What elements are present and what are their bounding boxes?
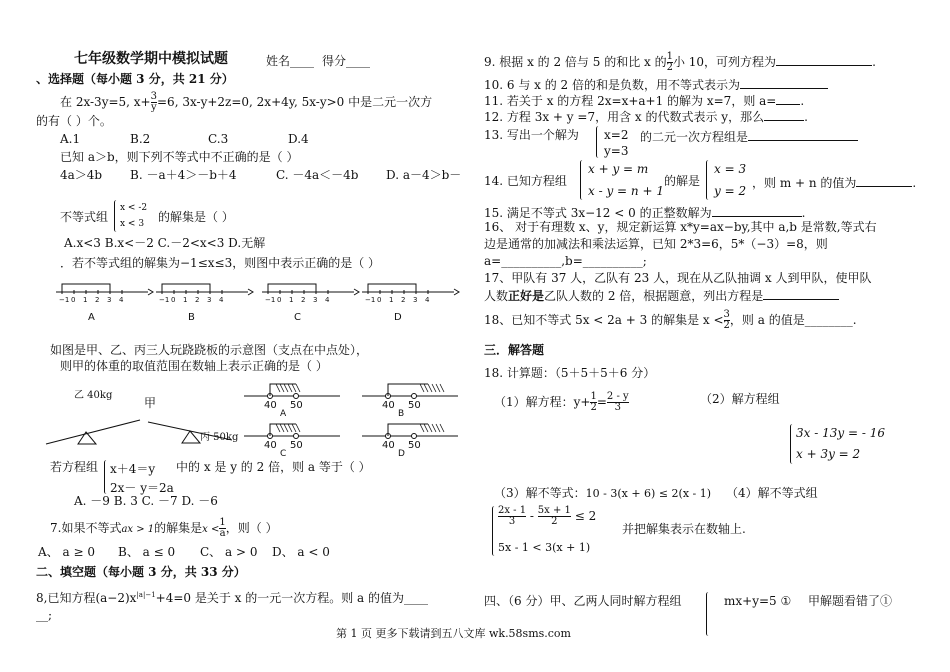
q5-line1: 如图是甲、乙、丙三人玩跷跷板的示意图（支点在中点处），	[50, 343, 369, 357]
q5-option-label-A: A	[280, 409, 287, 419]
q5-hatch-D-5	[440, 424, 444, 432]
q13-stem-a: 13. 写出一个解为	[484, 128, 579, 142]
q5-tick-40-C: 40	[264, 440, 277, 451]
q5-hatch-D-0	[420, 424, 424, 432]
q4-option-label-C: C	[294, 312, 301, 323]
q5-option-label-C: C	[280, 449, 287, 459]
q3-system-row2: x < 3	[120, 219, 145, 229]
q8-line1: 8,已知方程$(a-2)x^{|a|-1}+4=0$ 是关于 x 的一元一次方程。则 a 的值为____	[36, 591, 429, 605]
q5-hatch-C-4	[292, 424, 296, 432]
q7-option-c: C、 a > 0	[200, 545, 258, 559]
q4-tick-label-A-3: 2	[95, 296, 100, 304]
q4-tick-label-C-0: −1	[265, 296, 276, 304]
q17-line1: 17、甲队有 37 人，乙队有 23 人，现在从乙队抽调 x 人到甲队，使甲队	[484, 271, 872, 285]
q6-brace	[104, 460, 109, 494]
q2-option-a: 4a＞4b	[60, 168, 103, 182]
q5-hatch-B-4	[436, 384, 440, 392]
q5-hatch-C-0	[276, 424, 280, 432]
q7-option-b: B、 a ≤ 0	[118, 545, 176, 559]
q4-tick-label-A-0: −1	[59, 296, 70, 304]
page-title: 七年级数学期中模拟试题	[74, 51, 228, 67]
q5-tick-50-C: 50	[290, 440, 303, 451]
q5-hatch-A-0	[276, 384, 280, 392]
q14-brace	[580, 160, 585, 200]
q4-tick-label-A-4: 3	[107, 296, 112, 304]
part4-brace	[706, 592, 711, 636]
q13-stem-b: 的二元一次方程组是	[640, 128, 858, 145]
q5-hatch-A-5	[296, 384, 300, 392]
q6-stem-a: 若方程组	[50, 460, 99, 474]
q13-system-row1: x=2	[604, 128, 629, 142]
q4-tick-label-C-3: 2	[301, 296, 306, 304]
q17-line2: 人数正好是乙队人数的 2 倍，根据题意，列出方程是	[484, 287, 839, 304]
q18-fill: 18、已知不等式 5x < 2a + 3 的解集是 x < $\frac{3}{2}$ ，则 a 的值是________.	[484, 309, 857, 331]
q5-tick-50-B: 50	[408, 400, 421, 411]
q4-tick-label-D-5: 4	[425, 296, 430, 304]
q4-option-label-A: A	[88, 312, 95, 323]
q10: 10. 6 与 x 的 2 倍的和是负数，用不等式表示为	[484, 76, 828, 93]
q5-tick-40-A: 40	[264, 400, 277, 411]
q5-hatch-D-4	[436, 424, 440, 432]
q4-tick-label-A-1: 0	[71, 296, 76, 304]
q5-hatch-C-3	[288, 424, 292, 432]
q16-line3: a=__________,b=__________;	[484, 254, 647, 268]
q5-range-B	[388, 384, 428, 396]
q4-tick-label-C-5: 4	[325, 296, 330, 304]
q2-option-c: C. －4a＜－4b	[276, 168, 359, 182]
q6-stem-b: 中的 x 是 y 的 2 倍，则 a 等于（ ）	[176, 460, 371, 474]
calc-heading: 18. 计算题：（5＋5＋5＋6 分）	[484, 366, 656, 380]
q4-tick-label-D-3: 2	[401, 296, 406, 304]
part4-stem-a: 四、（6 分）甲、乙两人同时解方程组	[484, 594, 682, 608]
q4-tick-label-B-0: −1	[159, 296, 170, 304]
section-fill-heading: 二、填空题（每小题 3 分，共 33 分）	[36, 565, 246, 579]
problem4-tail: 并把解集表示在数轴上.	[622, 522, 746, 536]
q14-solution-row2: y = 2	[714, 184, 747, 198]
q4-tick-label-D-2: 1	[389, 296, 394, 304]
q14-stem-a: 14. 已知方程组	[484, 174, 567, 188]
q3-options: A.x<3 B.x<－2 C.－2<x<3 D.无解	[64, 236, 266, 250]
q5-tick-40-D: 40	[382, 440, 395, 451]
problem2-row1: 3x - 13y = - 16	[796, 426, 885, 440]
q2-stem: 已知 a＞b，则下列不等式中不正确的是（ ）	[60, 150, 299, 164]
problem4-brace	[492, 506, 497, 556]
q3-system-row1: x < -2	[120, 203, 148, 213]
q1-option-a: A.1	[60, 132, 81, 146]
q3-stem-b: 的解集是（ ）	[158, 210, 234, 224]
problem1: （1）解方程：y+ $\frac{1}{2}$ = $\frac{2 - y}{3}$	[494, 391, 629, 413]
seesaw-label-yi: 乙 40kg	[74, 390, 113, 401]
q15: 15. 满足不等式 3x−12 < 0 的正整数解为 .	[484, 206, 806, 220]
q5-option-label-D: D	[398, 449, 405, 459]
q5-point-50-A	[294, 394, 299, 399]
q4-option-label-B: B	[188, 312, 195, 323]
q5-hatch-D-3	[432, 424, 436, 432]
q13-brace	[596, 126, 601, 158]
q5-option-label-B: B	[398, 409, 405, 419]
q5-point-50-B	[412, 394, 417, 399]
q7-option-d: D、 a < 0	[272, 545, 330, 559]
q5-tick-50-A: 50	[290, 400, 303, 411]
q5-point-50-D	[412, 434, 417, 439]
problem2-label: （2）解方程组	[700, 392, 780, 406]
q5-hatch-B-0	[420, 384, 424, 392]
problem4-row1: $\frac{2x - 1}{3}$ - $\frac{5x + 1}{2}$ ≤ 2	[498, 505, 597, 527]
name-field-label: 姓名____	[266, 54, 315, 68]
q16-line2: 边是通常的加减法和乘法运算，已知 2*3=6，5*（−3）=8，则	[484, 237, 828, 251]
q7-option-a: A、 a ≥ 0	[38, 545, 95, 559]
q4-stem: ．若不等式组的解集为−1≤x≤3，则图中表示正确的是（ ）	[60, 256, 381, 270]
seesaw-label-bing: 丙 50kg	[200, 432, 239, 443]
q4-tick-label-B-2: 1	[183, 296, 188, 304]
q1-line2: 的有（ ）个。	[36, 114, 112, 128]
q14-solution-row1: x = 3	[714, 162, 747, 176]
section-answer-heading: 三．解答题	[484, 343, 545, 357]
q14-stem-c: ，则 m + n 的值为 .	[752, 176, 917, 190]
q1-option-c: C.3	[208, 132, 229, 146]
q5-point-50-C	[294, 434, 299, 439]
problem2-row2: x + 3y = 2	[796, 447, 861, 461]
problem2-brace	[790, 424, 795, 464]
q8-line2: __;	[36, 608, 53, 622]
part4-equation: mx+y=5 ①	[724, 594, 792, 608]
q5-tick-50-D: 50	[408, 440, 421, 451]
q5-line2: 则甲的体重的取值范围在数轴上表示正确的是（ ）	[60, 359, 328, 373]
q4-tick-label-D-4: 3	[413, 296, 418, 304]
q5-hatch-D-2	[428, 424, 432, 432]
q5-hatch-A-1	[280, 384, 284, 392]
q5-hatch-B-3	[432, 384, 436, 392]
q4-tick-label-B-5: 4	[219, 296, 224, 304]
q2-option-d: D. a－4＞b－	[386, 168, 462, 182]
q6-system-row2: 2x－ y＝2a	[110, 481, 174, 495]
q5-hatch-C-2	[284, 424, 288, 432]
q13-system-row2: y=3	[604, 144, 629, 158]
q1-option-b: B.2	[130, 132, 151, 146]
q4-tick-label-D-1: 0	[377, 296, 382, 304]
q4-tick-label-C-2: 1	[289, 296, 294, 304]
q4-tick-label-C-4: 3	[313, 296, 318, 304]
q4-tick-label-B-4: 3	[207, 296, 212, 304]
seesaw-label-jia: 甲	[144, 396, 157, 410]
q5-hatch-C-5	[296, 424, 300, 432]
q14-system-row2: x - y = n + 1	[588, 184, 664, 198]
q5-hatch-A-4	[292, 384, 296, 392]
q4-tick-label-D-0: −1	[365, 296, 376, 304]
q7-stem: 7.如果不等式ax > 1的解集是x < $\frac{1}{a}$ ，则（ ）	[50, 517, 278, 539]
q4-tick-label-B-1: 0	[171, 296, 176, 304]
q5-hatch-D-1	[424, 424, 428, 432]
q12: 12. 方程 3x + y =7，用含 x 的代数式表示 y，那么 .	[484, 110, 808, 124]
section-choice-heading: 、选择题（每小题 3 分，共 21 分）	[36, 72, 234, 86]
part4-stem-b: 甲解题看错了①	[808, 594, 893, 608]
page-footer: 第 1 页 更多下载请到五八文库 wk.58sms.com	[336, 627, 571, 640]
q5-hatch-B-2	[428, 384, 432, 392]
q5-hatch-A-2	[284, 384, 288, 392]
q14-system-row1: x + y = m	[588, 162, 649, 176]
q1-option-d: D.4	[288, 132, 309, 146]
q5-hatch-C-1	[280, 424, 284, 432]
problem3: （3）解不等式：10 - 3(x + 6) ≤ 2(x - 1)	[494, 486, 712, 500]
q5-hatch-B-1	[424, 384, 428, 392]
q4-tick-label-B-3: 2	[195, 296, 200, 304]
q14-stem-b: 的解是	[664, 174, 701, 188]
q3-stem-a: 不等式组	[60, 210, 109, 224]
q4-tick-label-A-5: 4	[119, 296, 124, 304]
q14-solution-brace	[706, 160, 711, 200]
q9: 9. 根据 x 的 2 倍与 5 的和比 x 的 $\frac{1}{2}$ 小 10，可列方程为 .	[484, 51, 876, 73]
score-field-label: 得分____	[322, 54, 371, 68]
q6-system-row1: x＋4＝y	[110, 462, 156, 476]
q5-hatch-B-5	[440, 384, 444, 392]
q5-hatch-A-3	[288, 384, 292, 392]
problem4-label: （4）解不等式组	[726, 486, 818, 500]
q5-range-D	[388, 424, 428, 436]
q2-option-b: B. －a＋4＞－b＋4	[130, 168, 237, 182]
problem4-row2: 5x - 1 < 3(x + 1)	[498, 541, 591, 554]
q4-tick-label-C-1: 0	[277, 296, 282, 304]
q1-line1: 在 2x-3y=5, x+ $\frac{3}{y}$ =6, 3x-y+2z=0, 2x+4y, 5x-y>0 中是二元一次方	[60, 91, 433, 113]
q4-tick-label-A-2: 1	[83, 296, 88, 304]
q5-tick-40-B: 40	[382, 400, 395, 411]
q4-option-label-D: D	[394, 312, 402, 323]
q6-options: A. －9 B. 3 C. －7 D. －6	[74, 494, 218, 508]
q16-line1: 16、 对于有理数 x、y，规定新运算 x*y=ax−by,其中 a,b 是常数,等式右	[484, 220, 877, 234]
q11: 11. 若关于 x 的方程 2x=x+a+1 的解为 x=7，则 a= .	[484, 94, 805, 108]
